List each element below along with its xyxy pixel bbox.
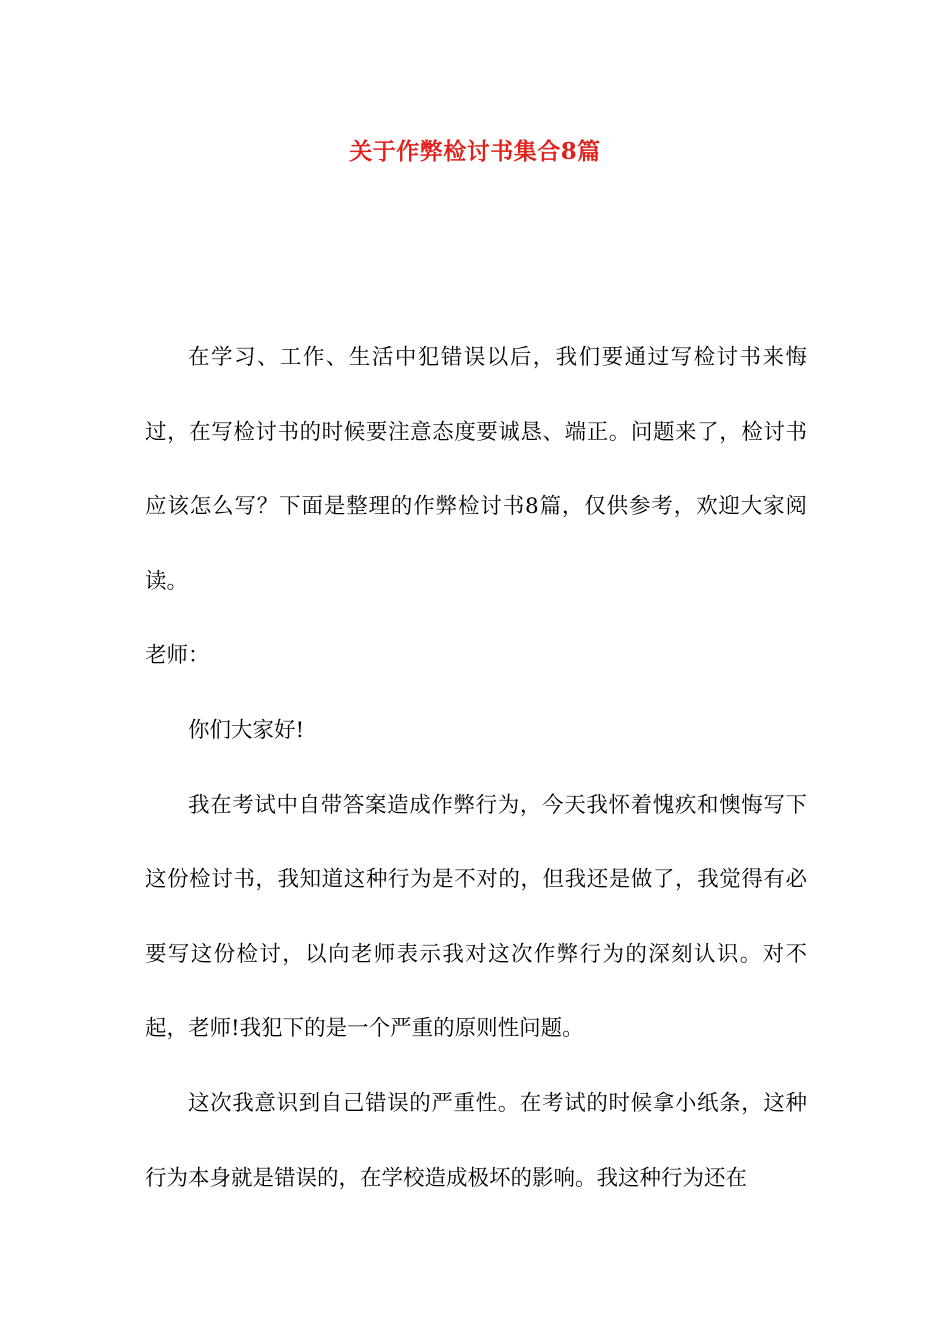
paragraph-reflection: 这次我意识到自己错误的严重性。在考试的时候拿小纸条，这种行为本身就是错误的，在学校造成极坏的影响。我这种行为还在 <box>145 1090 807 1191</box>
paragraph-salutation: 老师： <box>145 643 210 669</box>
document-body <box>145 321 807 1216</box>
paragraph-confession: 我在考试中自带答案造成作弊行为，今天我怀着愧疚和懊悔写下这份检讨书，我知道这种行为是不对的，但我还是做了，我觉得有必要写这份检讨，以向老师表示我对这次作弊行为的深刻认识。对不起，老师!我犯下的是一个严重的原则性问题。 <box>145 792 807 1042</box>
document-title: 关于作弊检讨书集合8篇 <box>349 138 601 165</box>
paragraph-intro: 在学习、工作、生活中犯错误以后，我们要通过写检讨书来悔过，在写检讨书的时候要注意态度要诚恳、端正。问题来了，检讨书应该怎么写？下面是整理的作弊检讨书8篇，仅供参考，欢迎大家阅读。 <box>145 345 807 594</box>
paragraph-greeting: 你们大家好! <box>188 717 305 743</box>
